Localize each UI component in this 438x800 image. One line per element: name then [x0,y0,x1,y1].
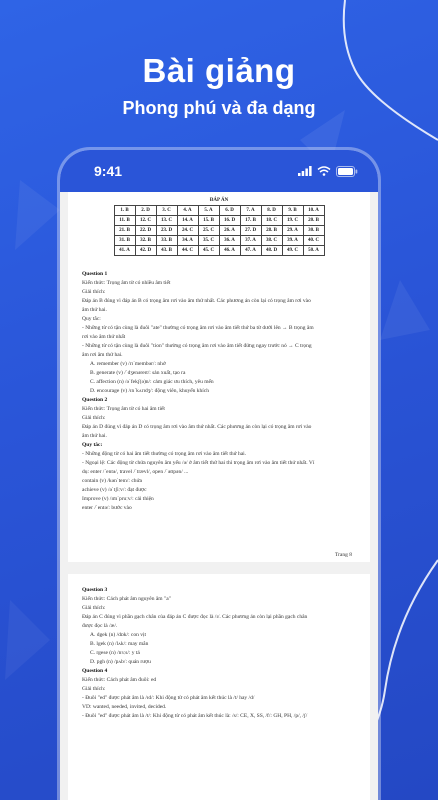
text-line: - Những động từ có hai âm tiết thường có trọng âm rơi vào âm tiết thứ hai. [82,451,247,457]
text-line: C. affection (n) /əˈfekʃ(ə)n/: cảm giác ưu thích, yêu mến [90,379,214,385]
answer-cell: 48. D [261,246,282,256]
text-line: Đáp án B đúng vì đáp án B có trọng âm rơi vào âm thứ nhất. Các phương án còn lại có trọng âm rơi vào [82,298,311,304]
answer-cell: 23. D [156,226,177,236]
text-line: - Những từ có tận cùng là đuôi "tion" thường có trọng âm rơi vào âm tiết đứng ngay trước nó → C trọng [82,343,312,349]
wifi-icon [317,166,331,176]
answer-cell: 19. C [282,216,303,226]
answer-cell: 29. A [282,226,303,236]
answer-cell: 49. C [282,246,303,256]
answer-row [114,216,324,226]
answer-cell: 34. A [177,236,198,246]
text-line: Question 4 [82,668,108,674]
answer-cell: 16. D [219,216,240,226]
answer-cell: 12. C [135,216,156,226]
text-line: - Những từ có tận cùng là đuôi "ate" thường có trọng âm rơi vào âm tiết thứ ba từ dưới lên → B trọng âm [82,325,314,331]
answer-cell: 17. B [240,216,261,226]
answer-cell: 5. A [198,206,219,216]
answer-cell: 43. B [156,246,177,256]
answer-cell: 13. C [156,216,177,226]
text-line: - Đuôi "ed" được phát âm là /t/: Khi động từ có phát âm kết thúc là: /s/: CE, X, SS, /f/: GH, PH, /p/, /ʃ/ [82,713,308,719]
page-2-text [82,586,356,721]
text-line: âm rơi âm thứ hai. [82,352,123,358]
text-line: D. pgh (n) /pʌb/: quán rượu [90,659,151,665]
answer-cell: 8. D [261,206,282,216]
answer-cell: 45. C [198,246,219,256]
answer-key-table [114,205,325,256]
answer-cell: 28. B [261,226,282,236]
text-line: Kiến thức: Cách phát âm nguyên âm "a" [82,596,171,602]
answer-cell: 22. D [135,226,156,236]
answer-cell: 33. B [156,236,177,246]
text-line: Question 3 [82,587,108,593]
answer-key-title: ĐÁP ÁN [209,198,229,203]
text-line: enter /ˈentə/: bước vào [82,505,132,511]
text-line: được đọc là /æ/. [82,623,118,629]
answer-cell: 47. A [240,246,261,256]
status-time: 9:41 [94,163,123,179]
answer-cell: 50. A [303,246,324,256]
answer-cell: 25. C [198,226,219,236]
answer-cell: 18. C [261,216,282,226]
text-line: B. generate (v) /ˈdʒenəreɪt/: sản xuất, tạo ra [90,370,186,376]
answer-row [114,226,324,236]
text-line: Giải thích: [82,415,106,421]
answer-cell: 14. A [177,216,198,226]
answer-cell: 36. A [219,236,240,246]
text-line: Question 2 [82,397,108,403]
text-line: Question 1 [82,271,108,277]
document-page-2 [68,574,370,800]
answer-cell: 31. B [114,236,135,246]
text-line: Kiến thức: Trọng âm từ có nhiều âm tiết [82,280,171,286]
answer-cell: 44. C [177,246,198,256]
answer-cell: 2. D [135,206,156,216]
text-line: Quy tắc: [82,442,103,448]
phone-frame [60,150,378,800]
answer-cell: 32. B [135,236,156,246]
text-line: A. dgek (n) /dɒk/: con vịt [90,632,147,638]
answer-cell: 10. A [303,206,324,216]
answer-cell: 9. B [282,206,303,216]
answer-row [114,246,324,256]
hero-subtitle: Phong phú và đa dạng [122,98,316,118]
page-number: Trang 8 [334,552,352,558]
answer-cell: 11. B [114,216,135,226]
text-line: Giải thích: [82,686,106,692]
answer-cell: 1. B [114,206,135,216]
answer-cell: 26. A [219,226,240,236]
text-line: A. remember (v) /rɪˈmembər/: nhớ [90,361,166,367]
answer-cell: 6. D [219,206,240,216]
answer-cell: 46. A [219,246,240,256]
text-line: - Ngoại lệ: Các động từ chứa nguyên âm yếu /ə/ ở âm tiết thứ hai thì trọng âm rơi vào âm tiết thứ nhất. Ví [82,460,315,466]
answer-cell: 3. C [156,206,177,216]
text-line: Kiến thức: Trọng âm từ có hai âm tiết [82,406,165,412]
battery-icon [336,166,358,177]
page-1-text [82,270,356,513]
answer-cell: 24. C [177,226,198,236]
text-line: Quy tắc: [82,316,101,322]
answer-cell: 27. D [240,226,261,236]
text-line: VD: wanted, needed, invited, decided. [82,704,167,710]
text-line: - Đuôi "ed" được phát âm là /ɪd/: Khi động từ có phát âm kết thúc là /t/ hay /d/ [82,695,255,701]
answer-cell: 7. A [240,206,261,216]
hero-title: Bài giảng [142,52,296,89]
text-line: Improve (v) /ɪmˈpruːv/: cải thiện [82,496,154,502]
text-line: Giải thích: [82,289,106,295]
answer-cell: 35. C [198,236,219,246]
text-line: rơi vào âm thứ nhất [82,334,126,340]
answer-row [114,236,324,246]
text-line: Kiến thức: Cách phát âm đuôi: ed [82,677,157,683]
status-bar [60,150,378,192]
answer-cell: 40. C [303,236,324,246]
answer-cell: 15. B [198,216,219,226]
answer-cell: 37. A [240,236,261,246]
document-page-1 [68,192,370,562]
answer-cell: 38. C [261,236,282,246]
answer-cell: 4. A [177,206,198,216]
signal-icon [298,166,312,176]
text-line: achieve (v) /əˈtʃiːv/: đạt được [82,487,147,493]
answer-cell: 30. B [303,226,324,236]
answer-cell: 20. B [303,216,324,226]
answer-cell: 42. D [135,246,156,256]
answer-cell: 39. A [282,236,303,246]
text-line: Đáp án D đúng vì đáp án D có trọng âm rơi vào âm thứ nhất. Các phương án còn lại có trọng âm rơi vào [82,424,312,430]
text-line: dụ: enter /ˈentə/, travel /ˈtrævl/, open /ˈəʊpən/ ... [82,469,189,475]
document-viewer[interactable] [60,192,378,800]
text-line: D. encourage (v) /ɪnˈkʌrɪdʒ/: động viên, khuyến khích [90,388,209,394]
answer-cell: 21. B [114,226,135,236]
text-line: B. lgek (n) /lʌk/: may mắn [90,641,149,647]
text-line: âm thứ hai. [82,307,107,313]
text-line: Giải thích: [82,605,106,611]
text-line: Đáp án C đúng vì phần gạch chân của đáp án C được đọc là /ɪ/. Các phương án còn lại phần gạch chân [82,614,308,620]
text-line: âm thứ hai. [82,433,107,439]
answer-row [114,206,324,216]
answer-cell: 41. A [114,246,135,256]
text-line: contain (v) /kənˈteɪn/: chứa [82,478,142,484]
text-line: C. rgese (n) /nɜːs/: y tá [90,650,140,656]
